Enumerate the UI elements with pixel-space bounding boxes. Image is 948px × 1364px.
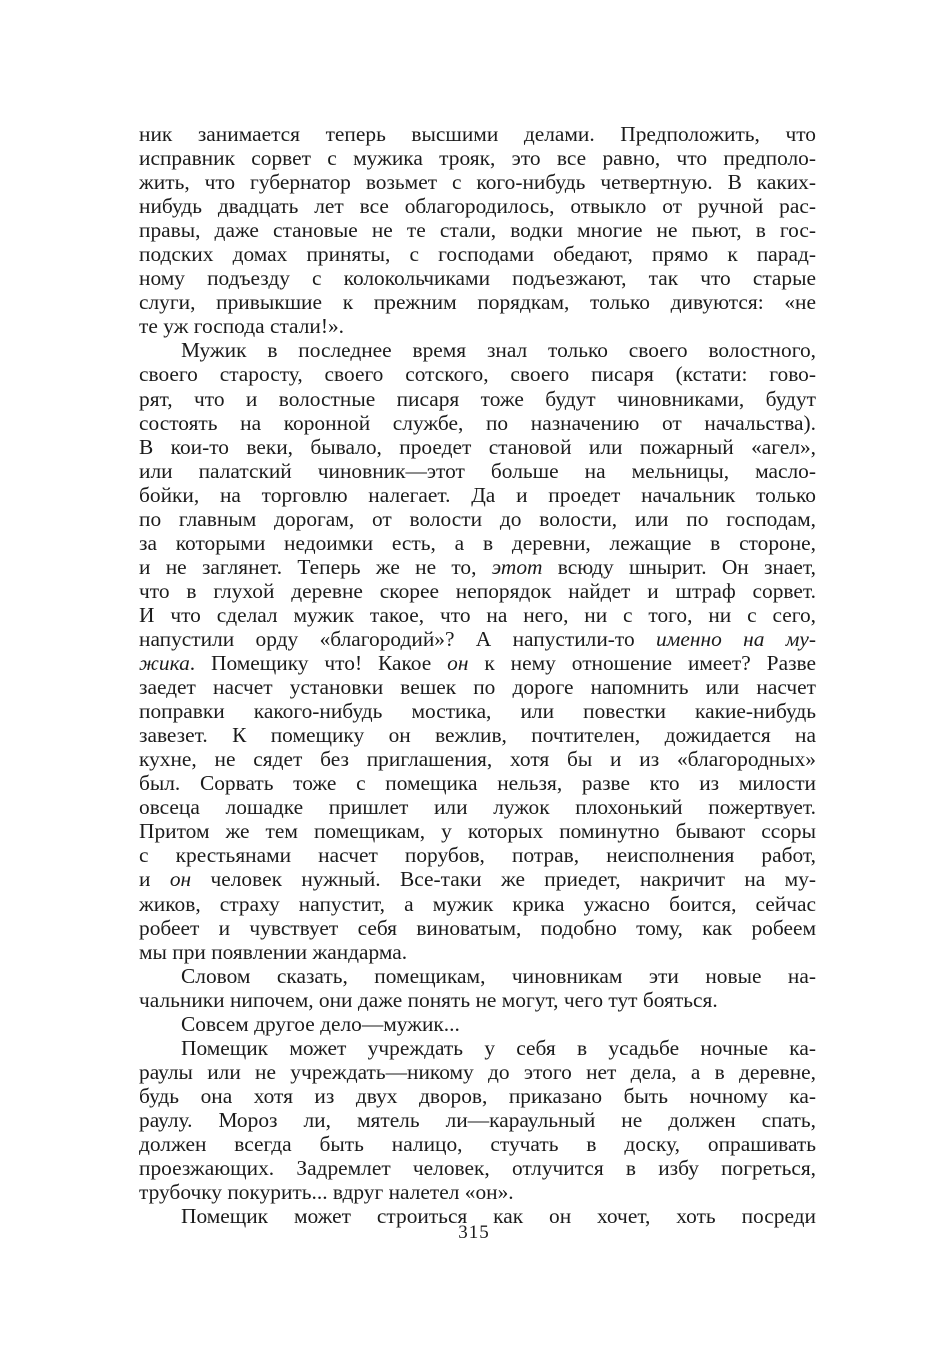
text-line: жиков, страху напустит, а мужик крика ужасно боится, сейчас bbox=[139, 891, 816, 916]
page-number: 315 bbox=[458, 1222, 490, 1243]
text-line: жика. Помещику что! Какое он к нему отношение имеет? Разве bbox=[139, 651, 816, 676]
text-line: ному подъезду с колокольчиками подъезжают, так что старые bbox=[139, 266, 816, 291]
text-line: рят, что и волостные писаря тоже будут чиновниками, будут bbox=[139, 386, 816, 411]
text-line: мы при появлении жандарма. bbox=[139, 939, 408, 964]
text-line: трубочку покурить... вдруг налетел «он». bbox=[139, 1180, 514, 1205]
body-text bbox=[139, 122, 816, 1228]
italic-emphasis: этот bbox=[491, 554, 543, 579]
text-line: по главным дорогам, от волости до волости, или по господам, bbox=[139, 506, 816, 531]
italic-emphasis: именно на му- bbox=[656, 626, 816, 651]
text-line: бойки, на торговлю налегает. Да и проедет начальник только bbox=[139, 482, 816, 507]
text-line: овсеца лошадке пришлет или лужок плохонький пожертвует. bbox=[139, 795, 816, 820]
text-line: раулу. Мороз ли, мятель ли—караульный не должен спать, bbox=[139, 1107, 816, 1132]
italic-emphasis: жика bbox=[139, 651, 190, 676]
text-line: Притом же тем помещикам, у которых поминутно бывают ссоры bbox=[139, 819, 816, 844]
text-line: состоять на коронной службе, по назначению от начальства). bbox=[139, 410, 816, 435]
text-line: с крестьянами насчет порубов, потрав, неисполнения работ, bbox=[139, 843, 816, 868]
text-line: исправник сорвет с мужика трояк, это все равно, что предполо- bbox=[139, 146, 816, 171]
text-line: проезжающих. Задремлет человек, отлучится в избу погреться, bbox=[139, 1156, 816, 1181]
text-line: В кои-то веки, бывало, проедет становой или пожарный «агел», bbox=[139, 434, 816, 459]
text-line: кухне, не сядет без приглашения, хотя бы и из «благородных» bbox=[139, 747, 816, 772]
text-line: нибудь двадцать лет все облагородилось, отвыкло от ручной рас- bbox=[139, 194, 816, 219]
text-line: жить, что губернатор возьмет с кого-нибудь четвертную. В каких- bbox=[139, 170, 816, 195]
text-line: напустили орду «благородий»? А напустили-то именно на му- bbox=[139, 626, 816, 651]
text-line: был. Сорвать тоже с помещика нельзя, разве кто из милости bbox=[139, 771, 816, 796]
text-line: поправки какого-нибудь мостика, или повестки какие-нибудь bbox=[139, 699, 816, 724]
text-line: слуги, привыкшие к прежним порядкам, только дивуются: «не bbox=[139, 290, 816, 315]
text-line: ник занимается теперь высшими делами. Предположить, что bbox=[139, 122, 816, 146]
text-line: завезет. К помещику он вежлив, почтителен, дожидается на bbox=[139, 723, 816, 748]
text-line: правы, даже становые не те стали, водки многие не пьют, в гос- bbox=[139, 218, 816, 243]
italic-emphasis: он bbox=[447, 651, 469, 676]
paragraph-first-line: Совсем другое дело—мужик... bbox=[181, 1011, 460, 1036]
text-line: И что сделал мужик такое, что на него, ни с того, ни с сего, bbox=[139, 602, 816, 627]
paragraph-first-line: Помещик может учреждать у себя в усадьбе ночные ка- bbox=[181, 1035, 816, 1060]
text-line: будь она хотя из двух дворов, приказано быть ночному ка- bbox=[139, 1083, 816, 1108]
text-line: те уж господа стали!». bbox=[139, 314, 345, 339]
text-line: и не заглянет. Теперь же не то, этот всюду шнырит. Он знает, bbox=[139, 554, 816, 579]
text-line: должен всегда быть налицо, стучать в доску, опрашивать bbox=[139, 1131, 816, 1156]
text-line: что в глухой деревне скорее непорядок найдет и штраф сорвет. bbox=[139, 578, 816, 603]
text-line: чальники нипочем, они даже понять не могут, чего тут бояться. bbox=[139, 987, 718, 1012]
paragraph-first-line: Мужик в последнее время знал только своего волостного, bbox=[181, 338, 816, 363]
text-line: своего старосту, своего сотского, своего писаря (кстати: гово- bbox=[139, 362, 816, 387]
text-line: заедет насчет установки вешек по дороге напомнить или насчет bbox=[139, 675, 816, 700]
text-line: раулы или не учреждать—никому до этого нет дела, а в деревне, bbox=[139, 1059, 816, 1084]
text-line: или палатский чиновник—этот больше на мельницы, масло- bbox=[139, 458, 816, 483]
paragraph-first-line: Помещик может строиться как он хочет, хоть посреди bbox=[181, 1204, 816, 1229]
text-line: подских домах приняты, с господами обедают, прямо к парад- bbox=[139, 242, 816, 267]
text-line: за которыми недоимки есть, а в деревни, лежащие в стороне, bbox=[139, 530, 816, 555]
paragraph-first-line: Словом сказать, помещикам, чиновникам эти новые на- bbox=[181, 963, 816, 988]
text-line: робеет и чувствует себя виноватым, подобно тому, как робеем bbox=[139, 915, 816, 940]
italic-emphasis: он bbox=[169, 867, 192, 892]
text-line: и он человек нужный. Все-таки же приедет, накричит на му- bbox=[139, 867, 817, 892]
